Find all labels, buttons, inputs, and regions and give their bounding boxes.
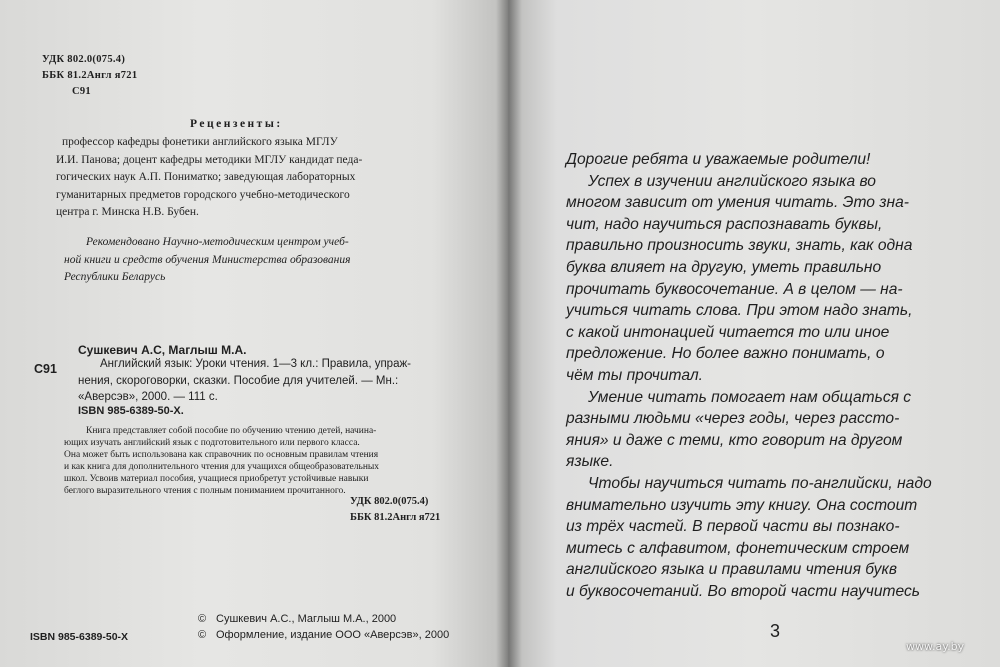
text-line: Успех в изучении английского языка во [588,172,876,190]
text-line: буква влияет на другую, уметь правильно [566,258,882,276]
recommendation-line: Рекомендовано Научно-методическим центром учеб- [86,236,349,248]
text-line: яния» и даже с теми, кто говорит на другом [566,431,903,449]
copyright-block [198,611,449,643]
description-line: нения, скороговорки, сказки. Пособие для учителей. — Мн.: [78,374,399,387]
text-line: предложение. Но более важно понимать, о [566,345,885,363]
watermark: www.ay.by [906,640,965,653]
copyright-symbol: © [198,613,207,625]
udk-line: УДК 802.0(075.4) [42,54,126,65]
text-line: внимательно изучить эту книгу. Она состоит [566,496,918,514]
annotation-line: и как книга для дополнительного чтения для учащихся общеобразовательных [64,462,380,472]
text-line: Дорогие ребята и уважаемые родители! [566,151,871,168]
text-line: митесь с алфавитом, фонетическим строем [566,539,910,557]
text-line: из трёх частей. В первой части вы познако- [566,518,900,536]
bbk-line: ББК 81.2Англ я721 [42,70,138,81]
text-line: Умение читать помогает нам общаться с [588,388,912,406]
recommendation-line: Республики Беларусь [64,271,166,283]
copyright-line [198,627,449,643]
right-page [508,0,1000,667]
annotation-line: беглого выразительного чтения с полным пониманием прочитанного. [64,486,346,496]
copyright-text: Сушкевич А.С., Маглыш М.А., 2000 [216,613,397,625]
reviewers-line: центра г. Минска Н.В. Бубен. [56,206,199,218]
annotation-line: ющих изучать английский язык с подготовительного или первого класса. [64,438,360,448]
book-gutter-shadow [496,0,522,667]
copyright-line [198,611,449,627]
text-line: Чтобы научиться читать по-английски, надо [588,474,932,492]
udk-footer-block [350,494,440,526]
recommendation-block [64,234,350,287]
text-line: языке. [566,453,614,471]
text-line: разными людьми «через годы, через рассто- [566,410,900,428]
reviewers-line: И.И. Панова; доцент кафедры методики МГЛУ кандидат педа- [56,153,363,166]
udk-header-block [42,52,137,100]
text-line: и буквосочетаний. Во второй части научитесь [566,582,920,600]
text-line: чём ты прочитал. [566,366,703,384]
annotation-block [64,425,379,497]
recommendation-line: ной книги и средств обучения Министерства образования [64,253,351,266]
annotation-line: Книга представляет собой пособие по обучению чтению детей, начина- [86,426,377,436]
reviewers-line: профессор кафедры фонетики английского языка МГЛУ [62,136,338,148]
description-line: «Аверсэв», 2000. — 111 с. [78,391,218,403]
text-line: с какой интонацией читается то или иное [566,323,890,341]
text-line: правильно произносить звуки, знать, как одна [566,237,913,255]
reviewers-heading: Рецензенты: [190,118,283,130]
text-line: многом зависит от умения читать. Это зна- [566,194,909,212]
authors: Сушкевич А.С, Маглыш М.А. [78,343,247,357]
page-number: 3 [770,621,781,641]
annotation-line: Она может быть использована как справочник по основным правилам чтения [64,450,379,460]
copyright-symbol: © [198,629,207,641]
udk-line: УДК 802.0(075.4) [350,496,429,507]
catalog-code-line: С91 [72,86,91,97]
reviewers-block [56,134,363,222]
bibliographic-description [78,356,411,406]
text-line: учиться читать слова. При этом надо знать, [566,302,913,320]
text-line: чит, надо научиться распознавать буквы, [566,215,883,233]
text-line: английского языка и правилами чтения букв [566,561,897,579]
copyright-text: Оформление, издание ООО «Аверсэв», 2000 [216,629,450,641]
catalog-mark: С91 [34,362,57,376]
text-line: прочитать буквосочетание. А в целом — на- [566,280,903,298]
isbn-footer: ISBN 985-6389-50-X [30,631,129,643]
description-line: Английский язык: Уроки чтения. 1—3 кл.: Правила, упраж- [100,358,411,370]
foreword-text [566,149,986,602]
isbn-main: ISBN 985-6389-50-X. [78,405,184,417]
bbk-line: ББК 81.2Англ я721 [350,512,441,523]
annotation-line: школ. Усвоив материал пособия, учащиеся приобретут устойчивые навыки [64,474,369,484]
reviewers-line: гогических наук А.П. Пониматко; заведующая лабораторных [56,171,356,183]
reviewers-line: гуманитарных предметов городского учебно-методического [56,188,350,201]
